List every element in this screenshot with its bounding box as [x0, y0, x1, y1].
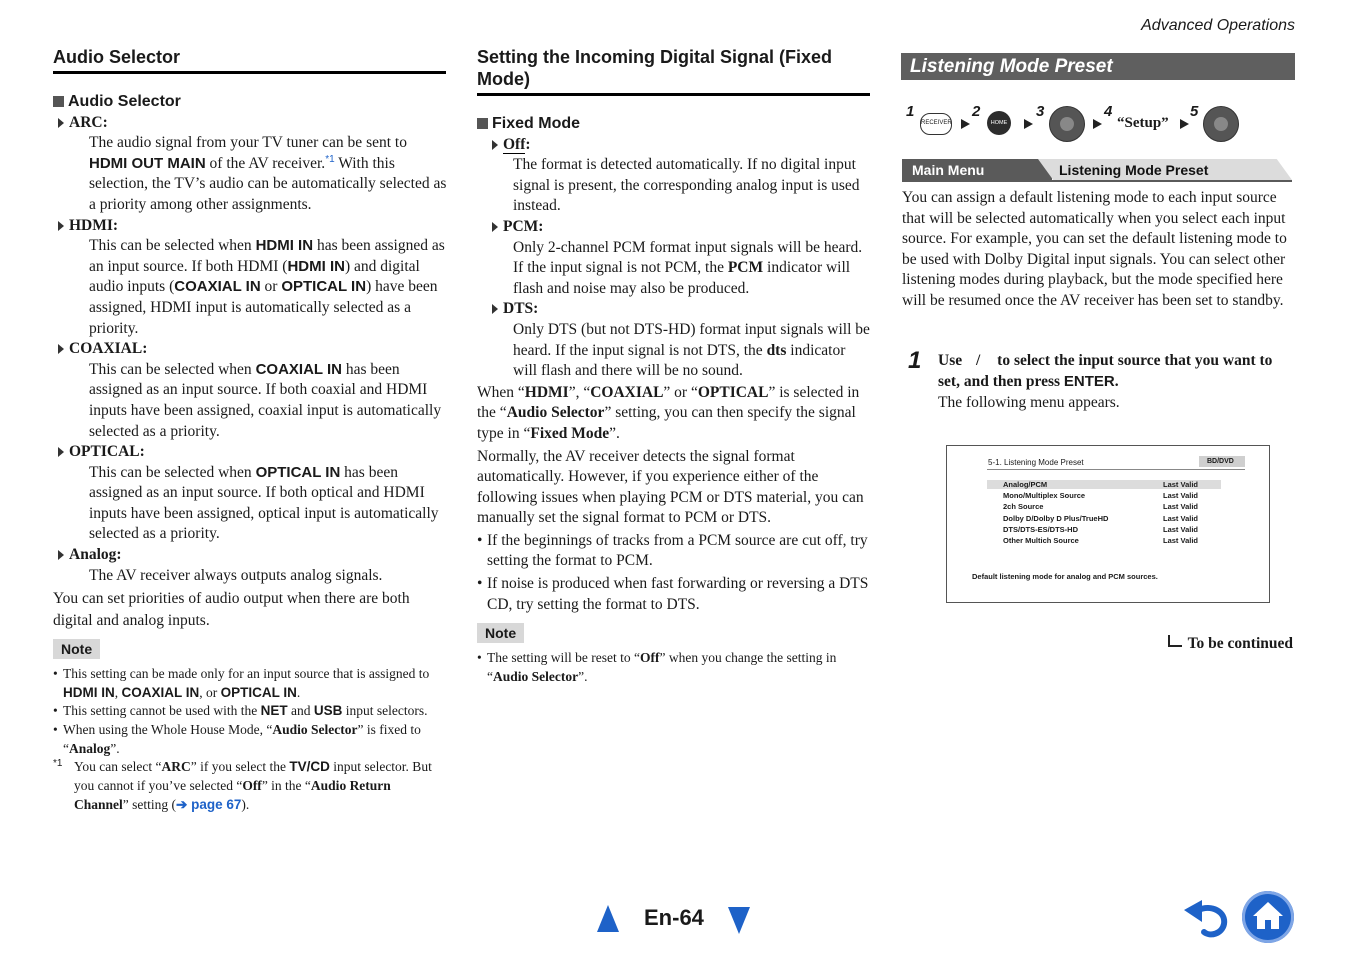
continue-arrow-icon: [1168, 635, 1182, 647]
option-optical-desc: This can be selected when OPTICAL IN has been assigned as an input source. If both optical and HDMI inputs have been assigned, optical input is automatically selected as a priority.: [89, 463, 439, 543]
note-item: • This setting cannot be used with the NET and USB input selectors.: [53, 702, 448, 721]
listening-mode-preset-heading: Listening Mode Preset: [901, 53, 1295, 80]
bullet-item: • If the beginnings of tracks from a PCM source are cut off, try setting the format to PCM.: [477, 531, 870, 572]
receiver-button-icon: RECEIVER: [920, 113, 952, 135]
arrow-right-icon: [1024, 119, 1033, 129]
option-analog-desc: The AV receiver always outputs analog signals.: [89, 566, 383, 584]
section-header: Advanced Operations: [1141, 17, 1295, 34]
option-coaxial-desc: This can be selected when COAXIAL IN has been assigned as an input source. If both coaxial and HDMI inputs have been assigned, coaxial input is automatically selected as a priority.: [89, 360, 442, 440]
page-number: En-64: [644, 905, 704, 930]
step-number: 1: [906, 103, 915, 120]
step-number: 3: [1036, 103, 1045, 120]
triangle-bullet-icon: [58, 221, 64, 231]
column-1: [53, 92, 448, 814]
fixed-mode-paragraph-2: Normally, the AV receiver detects the signal format automatically. However, if you experience either of the following issues when playing PCM or DTS material, you can manually set the signal format to PCM or DTS.: [477, 447, 864, 527]
audio-selector-heading: Audio Selector: [53, 46, 446, 74]
step-number: 5: [1190, 103, 1199, 120]
fixed-mode-subheading: Fixed Mode: [477, 114, 870, 135]
square-bullet-icon: [53, 96, 64, 107]
menu-row-name[interactable]: 2ch Source: [1003, 502, 1044, 511]
triangle-bullet-icon: [58, 344, 64, 354]
breadcrumb-main-label: Main Menu: [912, 162, 985, 178]
step-1-number: 1: [908, 347, 922, 374]
step-number: 2: [972, 103, 981, 120]
arrow-right-icon: [1093, 119, 1102, 129]
menu-row-name[interactable]: Dolby D/Dolby D Plus/TrueHD: [1003, 514, 1109, 523]
preset-paragraph: You can assign a default listening mode to each input source that will be selected automatically when you select each input source. For example, you can set the default listening mode to be used with Dolby Digital input signals. You can select other listening modes during playback, but the mode specified here will be resumed once the AV receiver has been set to standby.: [902, 189, 1287, 309]
home-icon[interactable]: [1242, 891, 1294, 943]
menu-row-name[interactable]: Analog/PCM: [1003, 480, 1048, 489]
menu-row-name[interactable]: Other Multich Source: [1003, 536, 1079, 545]
footnote-ref[interactable]: *1: [325, 153, 335, 165]
arrow-right-icon: [961, 119, 970, 129]
step-number: 4: [1104, 103, 1113, 120]
option-coaxial: COAXIAL:: [69, 339, 448, 360]
column-2: [477, 114, 870, 686]
triangle-bullet-icon: [58, 118, 64, 128]
fixed-mode-paragraph-1: When “HDMI”, “COAXIAL” or “OPTICAL” is selected in the “Audio Selector” setting, you can then specify the signal type in “Fixed Mode”.: [477, 383, 860, 442]
option-hdmi: HDMI:: [69, 216, 448, 237]
triangle-bullet-icon: [492, 304, 498, 314]
priority-paragraph: You can set priorities of audio output when there are both digital and analog inputs.: [53, 590, 410, 629]
prev-page-button[interactable]: [597, 905, 619, 932]
menu-screen-title: 5-1. Listening Mode Preset: [988, 458, 1084, 467]
option-dts: DTS:: [503, 299, 870, 320]
option-dts-desc: Only DTS (but not DTS-HD) format input signals will be heard. If the input signal is not DTS, the dts indicator will flash and there will be no sound.: [513, 320, 870, 380]
footnote-mark: *1: [53, 758, 63, 770]
option-arc: ARC:: [69, 113, 448, 134]
steps-row: [906, 102, 1306, 144]
menu-row-name[interactable]: Mono/Multiplex Source: [1003, 491, 1086, 500]
back-icon[interactable]: [1180, 896, 1230, 940]
note-item: • The setting will be reset to “Off” when you change the setting in “Audio Selector”.: [477, 649, 870, 686]
note-item: • This setting can be made only for an input source that is assigned to HDMI IN, COAXIAL IN, or OPTICAL IN.: [53, 665, 448, 702]
menu-row-value: Last Valid: [1163, 502, 1199, 511]
triangle-bullet-icon: [58, 447, 64, 457]
note-list: [53, 665, 448, 815]
page-67-link[interactable]: ➔ page 67: [176, 796, 242, 812]
option-off: Off:: [503, 135, 870, 156]
triangle-bullet-icon: [492, 140, 498, 150]
arrow-right-icon: [1180, 119, 1189, 129]
triangle-bullet-icon: [58, 550, 64, 560]
menu-row-value: Last Valid: [1163, 491, 1199, 500]
option-analog: Analog:: [69, 545, 448, 566]
note-list: [477, 649, 870, 686]
menu-row-value: Last Valid: [1163, 536, 1199, 545]
step-1: [908, 347, 1298, 414]
triangle-bullet-icon: [492, 222, 498, 232]
step-1-after: The following menu appears.: [938, 394, 1120, 411]
option-off-desc: The format is detected automatically. If no digital input signal is present, the corresponding analog input is used instead.: [513, 156, 860, 215]
menu-screen-footer: Default listening mode for analog and PCM sources.: [972, 572, 1158, 581]
next-page-button[interactable]: [728, 907, 750, 934]
note-label: Note: [53, 639, 100, 659]
menu-row-value: Last Valid: [1163, 514, 1199, 523]
breadcrumb-current-label: Listening Mode Preset: [1059, 162, 1209, 178]
menu-row-name[interactable]: DTS/DTS-ES/DTS-HD: [1003, 525, 1078, 534]
to-be-continued: To be continued: [1168, 634, 1293, 655]
option-optical: OPTICAL:: [69, 442, 448, 463]
option-pcm-desc: Only 2-channel PCM format input signals will be heard. If the input signal is not PCM, the PCM indicator will flash and noise may also be produced.: [513, 238, 863, 297]
option-hdmi-desc: This can be selected when HDMI IN has been assigned as an input source. If both HDMI (HDMI IN) and digital audio inputs (COAXIAL IN or OPTICAL IN) have been assigned, HDMI input is automatically selected as a priority.: [89, 237, 445, 337]
menu-screen: [946, 445, 1270, 603]
audio-selector-subheading: Audio Selector: [53, 92, 448, 113]
setup-label: “Setup”: [1117, 115, 1169, 131]
breadcrumb: [902, 159, 1292, 183]
fixed-mode-heading: Setting the Incoming Digital Signal (Fixed Mode): [477, 46, 870, 96]
menu-row-value: Last Valid: [1163, 525, 1199, 534]
footnote: *1 You can select “ARC” if you select the TV/CD input selector. But you cannot if you’ve selected “Off” in the “Audio Return Channel” setting (➔ page 67).: [53, 758, 448, 814]
note-label: Note: [477, 623, 524, 643]
home-button-icon: HOME: [987, 111, 1011, 135]
option-pcm: PCM:: [503, 217, 870, 238]
bullet-item: • If noise is produced when fast forwarding or reversing a DTS CD, try setting the format to DTS.: [477, 574, 870, 615]
step-1-instruction: Use / to select the input source that you want to set, and then press ENTER.: [938, 352, 1273, 390]
option-arc-desc: The audio signal from your TV tuner can be sent to HDMI OUT MAIN of the AV receiver.$^{*1}$ With this selection, the TV’s audio can be automatically selected as a priority among other assignments.: [89, 134, 447, 213]
cursor-pad-icon: [1203, 106, 1239, 142]
menu-row-value: Last Valid: [1163, 480, 1199, 489]
cursor-pad-icon: [1049, 106, 1085, 142]
menu-screen-source: BD/DVD: [1207, 458, 1234, 465]
square-bullet-icon: [477, 118, 488, 129]
note-item: • When using the Whole House Mode, “Audio Selector” is fixed to “Analog”.: [53, 721, 448, 758]
